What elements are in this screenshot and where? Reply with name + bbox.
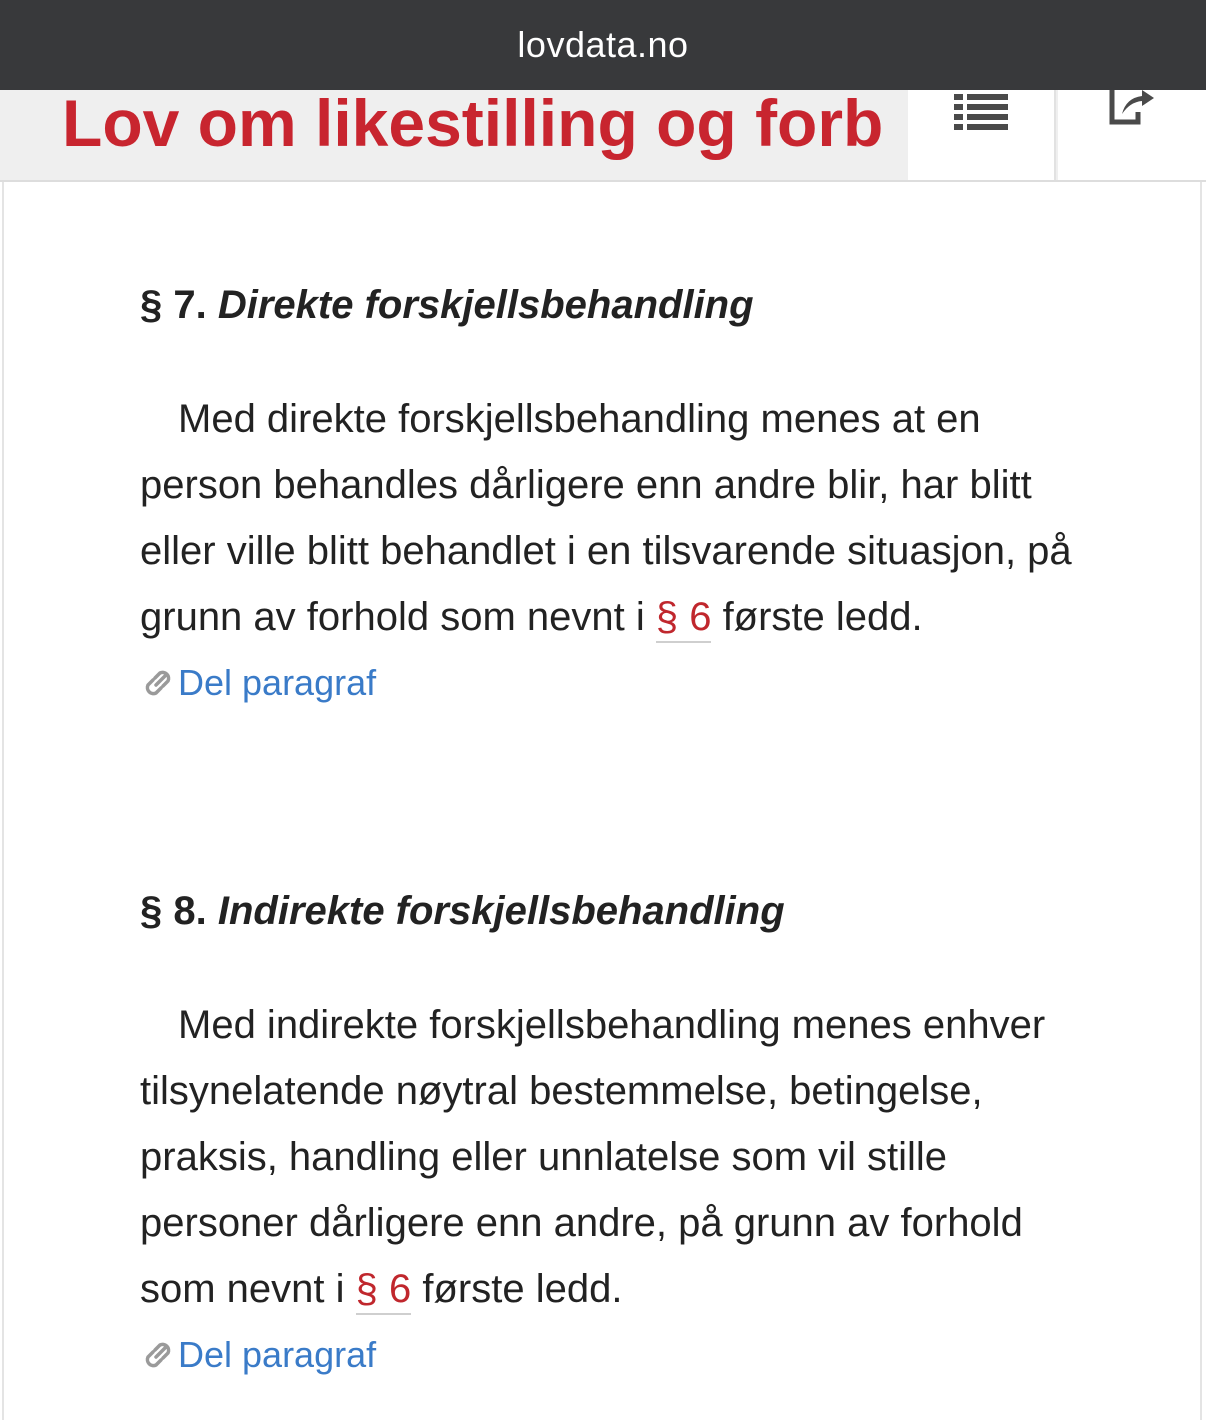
paragraph-section-7 bbox=[140, 280, 1080, 708]
section-heading bbox=[140, 280, 1080, 330]
section-number: § 8. bbox=[140, 889, 207, 933]
body-text: Med direkte forskjellsbehandling menes at en person behandles dårligere enn andre blir, har blitt eller ville blitt behandlet i en tilsvarende situasjon, på grunn av forhold som nevnt i bbox=[140, 397, 1072, 639]
share-paragraph-link[interactable] bbox=[140, 658, 1080, 708]
section-title: Direkte forskjellsbehandling bbox=[217, 283, 754, 327]
document-content bbox=[2, 182, 1202, 1420]
paragraph-section-8 bbox=[140, 886, 1080, 1380]
link-icon bbox=[140, 1337, 176, 1373]
section-body bbox=[140, 386, 1080, 650]
document-title: Lov om likestilling og forb bbox=[62, 90, 884, 160]
share-paragraph-label[interactable]: Del paragraf bbox=[178, 662, 377, 703]
section-title: Indirekte forskjellsbehandling bbox=[217, 889, 785, 933]
share-button[interactable] bbox=[1058, 90, 1206, 180]
share-icon bbox=[1108, 90, 1158, 130]
list-icon bbox=[952, 90, 1012, 140]
document-header bbox=[0, 90, 1206, 182]
section-6-link[interactable]: § 6 bbox=[356, 1267, 412, 1315]
browser-url-bar[interactable] bbox=[0, 0, 1206, 90]
share-paragraph-link[interactable] bbox=[140, 1330, 1080, 1380]
section-6-link[interactable]: § 6 bbox=[656, 595, 712, 643]
share-paragraph-label[interactable]: Del paragraf bbox=[178, 1334, 377, 1375]
section-heading bbox=[140, 886, 1080, 936]
link-icon bbox=[140, 665, 176, 701]
section-body bbox=[140, 992, 1080, 1322]
url-text: lovdata.no bbox=[517, 24, 689, 65]
table-of-contents-button[interactable] bbox=[908, 90, 1056, 180]
body-text: Med indirekte forskjellsbehandling menes enhver tilsynelatende nøytral bestemmelse, betingelse, praksis, handling eller unnlatelse som vil stille personer dårligere enn andre, på grunn av forhold som nevnt i bbox=[140, 1003, 1046, 1311]
section-number: § 7. bbox=[140, 283, 207, 327]
body-text-end: første ledd. bbox=[411, 1267, 623, 1311]
body-text-end: første ledd. bbox=[711, 595, 923, 639]
